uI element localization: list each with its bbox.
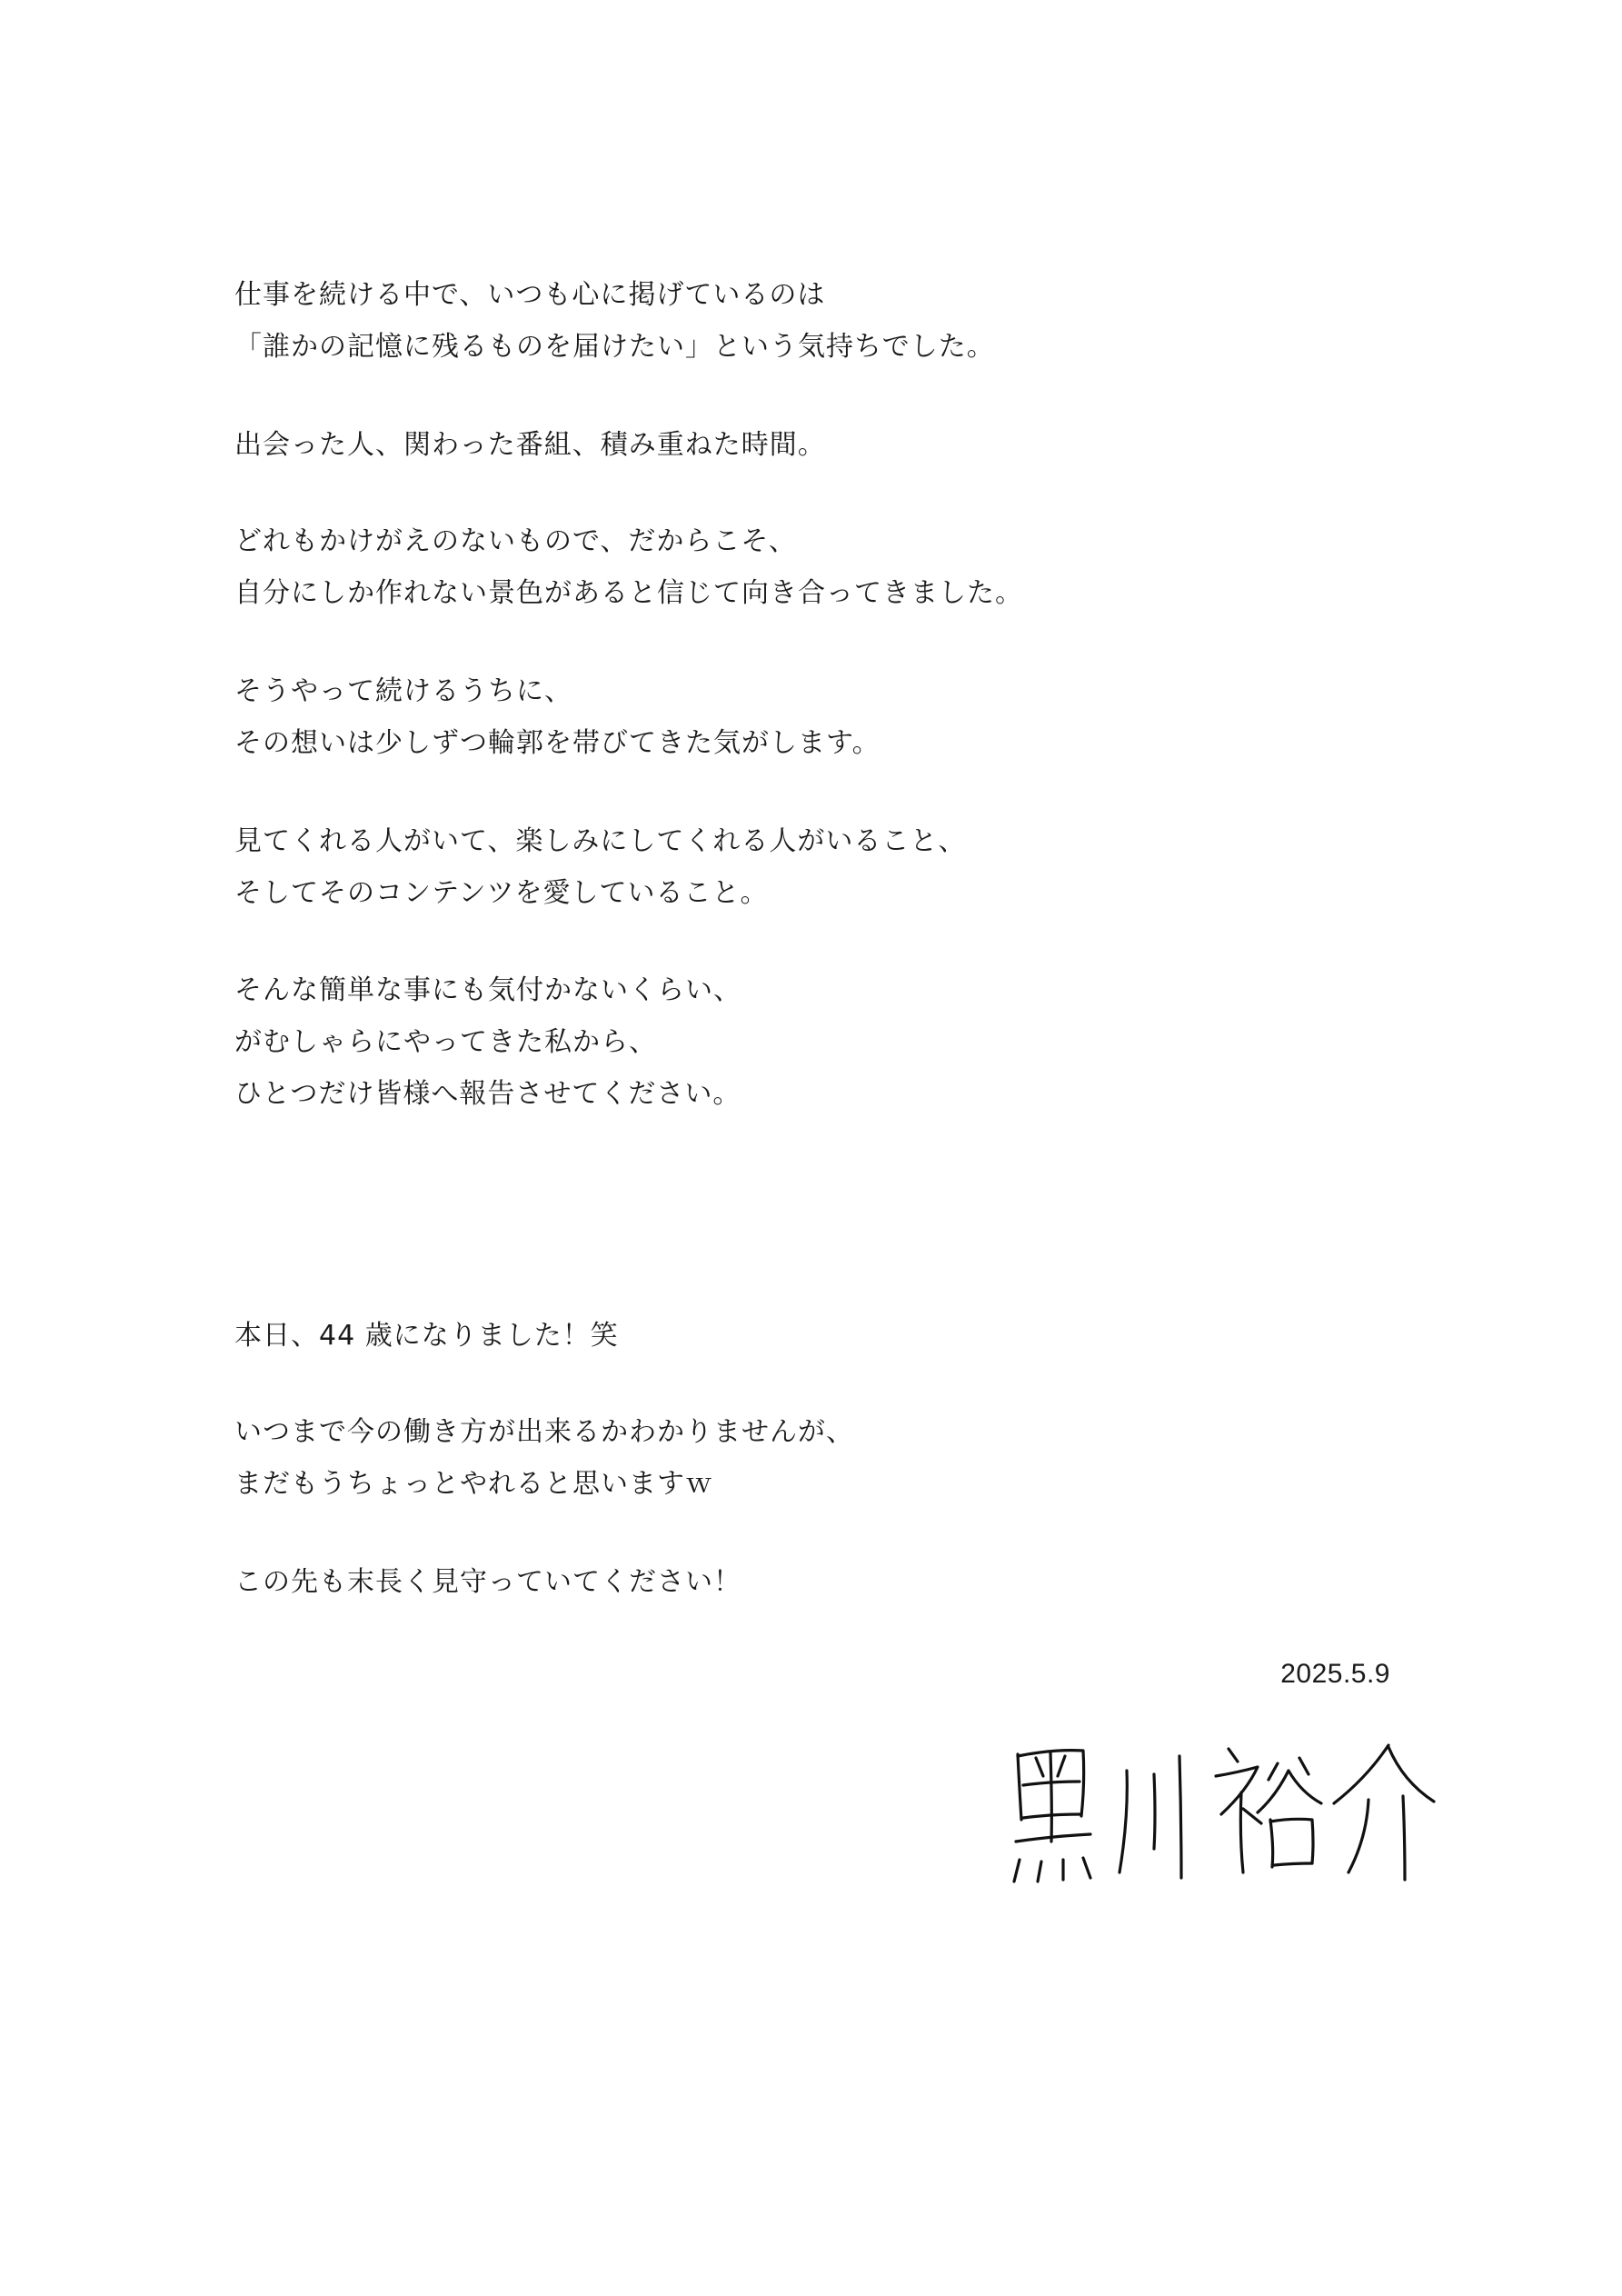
letter-date: 2025.5.9 [1280, 1659, 1390, 1689]
letter-line: 見てくれる人がいて、楽しみにしてくれる人がいること、 [234, 825, 967, 857]
letter-line: ひとつだけ皆様へ報告させてください。 [234, 1078, 741, 1110]
letter-line: 出会った人、関わった番組、積み重ねた時間。 [234, 429, 826, 461]
letter-line: そんな簡単な事にも気付かないくらい、 [234, 974, 741, 1006]
letter-line: がむしゃらにやってきた私から、 [234, 1026, 657, 1058]
letter-line: 本日、44 歳になりました！笑 [234, 1320, 619, 1352]
letter-line: いつまで今の働き方が出来るかわかりませんが、 [234, 1416, 854, 1448]
letter-line: そしてそのコンテンツを愛していること。 [234, 877, 769, 909]
letter-line: そうやって続けるうちに、 [234, 675, 572, 707]
letter-line: どれもかけがえのないもので、だからこそ、 [234, 525, 797, 557]
letter-line: この先も末長く見守っていてください！ [234, 1566, 741, 1598]
letter-line: まだもうちょっとやれると思いますｗ [234, 1468, 713, 1500]
letter-line: 仕事を続ける中で、いつも心に掲げているのは [234, 279, 826, 311]
letter-line: 自分にしか作れない景色があると信じて向き合ってきました。 [234, 577, 1023, 609]
letter-line: その想いは少しずつ輪郭を帯びてきた気がします。 [234, 727, 881, 759]
handwritten-signature [1000, 1736, 1436, 1891]
letter-line: 「誰かの記憶に残るものを届けたい」という気持ちでした。 [234, 331, 995, 363]
